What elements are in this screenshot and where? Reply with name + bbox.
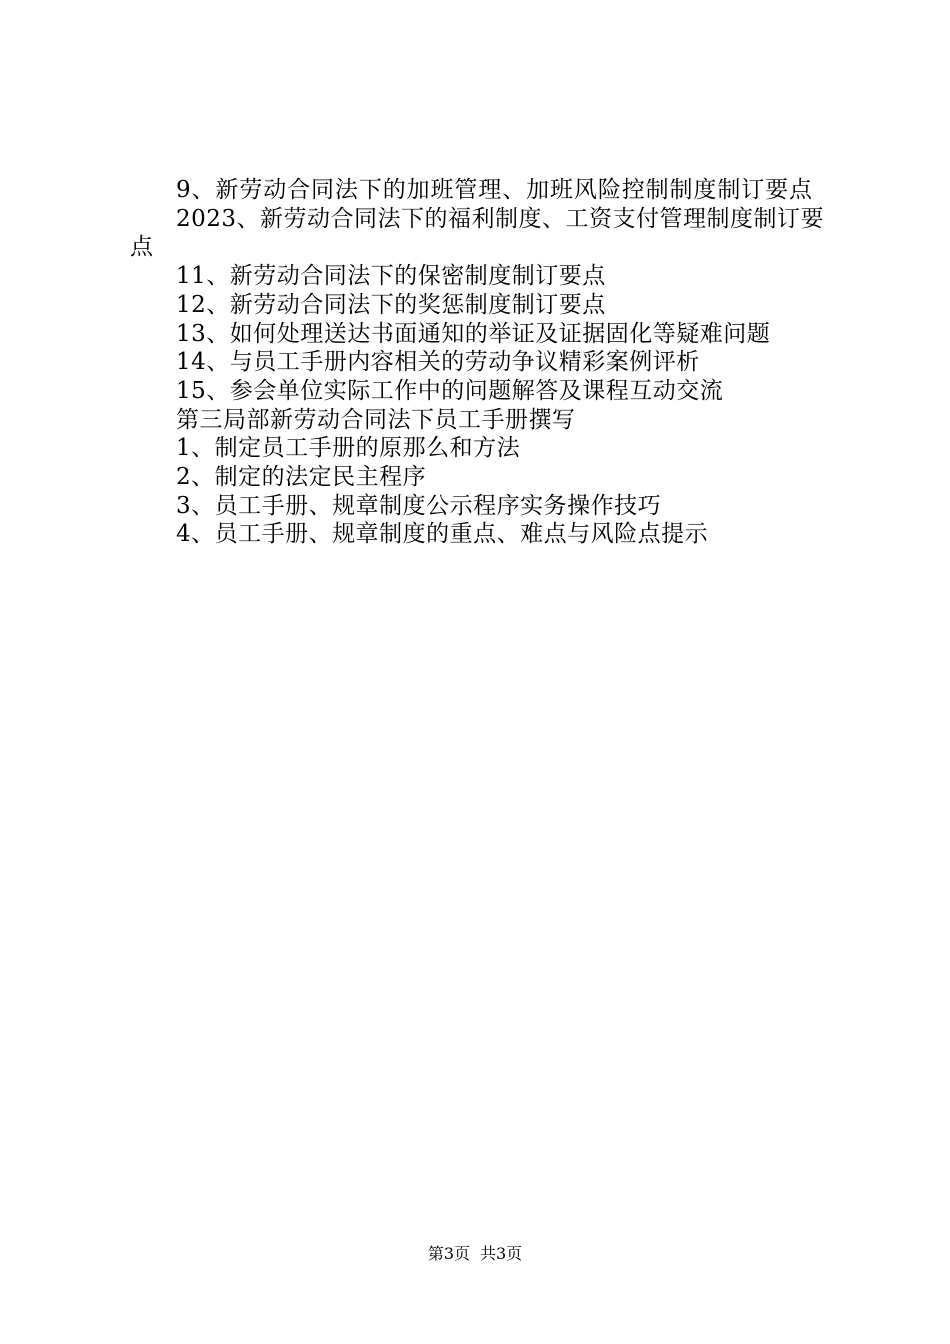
paragraph-item-13: 13、如何处理送达书面通知的举证及证据固化等疑难问题 [176, 320, 771, 347]
paragraph-item-10: 2023、新劳动合同法下的福利制度、工资支付管理制度制订要点 [130, 205, 825, 261]
paragraph-item-4: 4、员工手册、规章制度的重点、难点与风险点提示 [176, 521, 709, 548]
page-number: 第3页 [427, 1244, 470, 1263]
page-footer [0, 1244, 950, 1264]
paragraph-item-1: 1、制定员工手册的原那么和方法 [176, 435, 521, 462]
section-heading: 第三局部新劳动合同法下员工手册撰写 [176, 406, 576, 433]
paragraph-item-2: 2、制定的法定民主程序 [176, 464, 427, 491]
document-body [130, 176, 830, 549]
paragraph-item-14: 14、与员工手册内容相关的劳动争议精彩案例评析 [176, 349, 700, 376]
paragraph-item-9: 9、新劳动合同法下的加班管理、加班风险控制制度制订要点 [176, 177, 813, 203]
page-total: 共3页 [480, 1244, 523, 1263]
paragraph-item-3: 3、员工手册、规章制度公示程序实务操作技巧 [176, 492, 662, 519]
paragraph-item-11: 11、新劳动合同法下的保密制度制订要点 [176, 263, 606, 290]
paragraph-item-15: 15、参会单位实际工作中的问题解答及课程互动交流 [176, 377, 724, 404]
paragraph-item-12: 12、新劳动合同法下的奖惩制度制订要点 [176, 291, 606, 318]
